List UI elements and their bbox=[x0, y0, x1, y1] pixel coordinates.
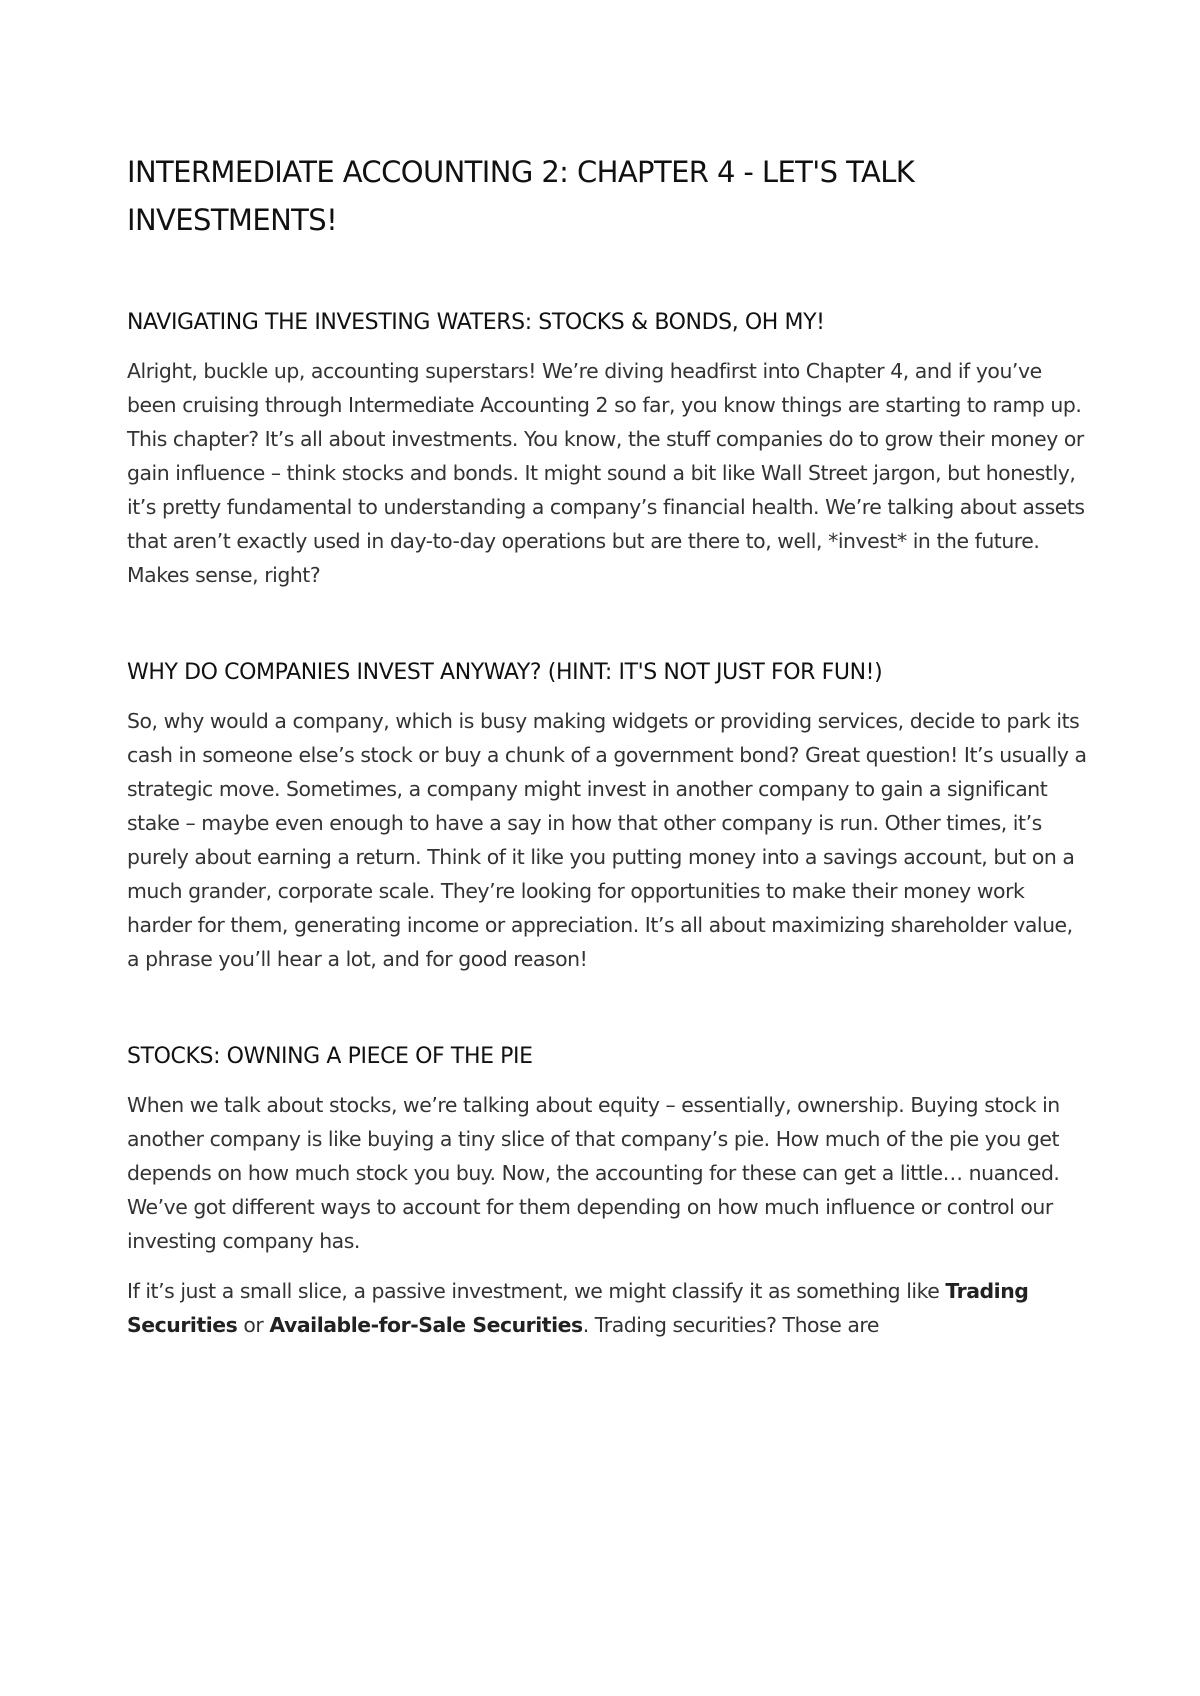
paragraph: Alright, buckle up, accounting superstars! We’re diving headfirst into Chapter 4, and if you’ve been cruising through Intermediate Accounting 2 so far, you know things are starting to ramp up. This chapter? It’s all about investments. You know, the stuff companies do to grow their money or gain influence – think stocks and bonds. It might sound a bit like Wall Street jargon, but honestly, it’s pretty fundamental to understanding a company’s financial health. We’re talking about assets that aren’t exactly used in day-to-day operations but are there to, well, *invest* in the future. Makes sense, right? bbox=[127, 359, 1085, 587]
term-trading-securities: Trading Securities bbox=[127, 1279, 1029, 1337]
section-heading: WHY DO COMPANIES INVEST ANYWAY? (HINT: IT'S NOT JUST FOR FUN!) bbox=[127, 660, 883, 685]
section-navigating-investing-waters bbox=[127, 308, 1087, 592]
paragraph-text: or bbox=[237, 1313, 270, 1337]
term-available-for-sale-securities: Available-for-Sale Securities bbox=[269, 1313, 583, 1337]
section-stocks-owning-a-piece bbox=[127, 1042, 1087, 1342]
paragraph-text: . Trading securities? Those are bbox=[582, 1313, 879, 1337]
section-heading: STOCKS: OWNING A PIECE OF THE PIE bbox=[127, 1044, 533, 1069]
paragraph-text: If it’s just a small slice, a passive investment, we might classify it as something like bbox=[127, 1279, 946, 1303]
paragraph: So, why would a company, which is busy making widgets or providing services, decide to park its cash in someone else’s stock or buy a chunk of a government bond? Great question! It’s usually a strategic move. Sometimes, a company might invest in another company to gain a significant stake – maybe even enough to have a say in how that other company is run. Other times, it’s purely about earning a return. Think of it like you putting money into a savings account, but on a much grander, corporate scale. They’re looking for opportunities to make their money work harder for them, generating income or appreciation. It’s all about maximizing shareholder value, a phrase you’ll hear a lot, and for good reason! bbox=[127, 709, 1087, 971]
section-heading: NAVIGATING THE INVESTING WATERS: STOCKS & BONDS, OH MY! bbox=[127, 310, 825, 335]
document-body bbox=[127, 148, 1087, 1342]
document-title: INTERMEDIATE ACCOUNTING 2: CHAPTER 4 - LET'S TALK INVESTMENTS! bbox=[127, 155, 915, 237]
section-why-companies-invest bbox=[127, 658, 1087, 976]
paragraph: When we talk about stocks, we’re talking about equity – essentially, ownership. Buying stock in another company is like buying a tiny slice of that company’s pie. How much of the pie you get depends on how much stock you buy. Now, the accounting for these can get a little… nuanced. We’ve got different ways to account for them depending on how much influence or control our investing company has. bbox=[127, 1093, 1060, 1253]
paragraph bbox=[127, 1274, 1087, 1342]
